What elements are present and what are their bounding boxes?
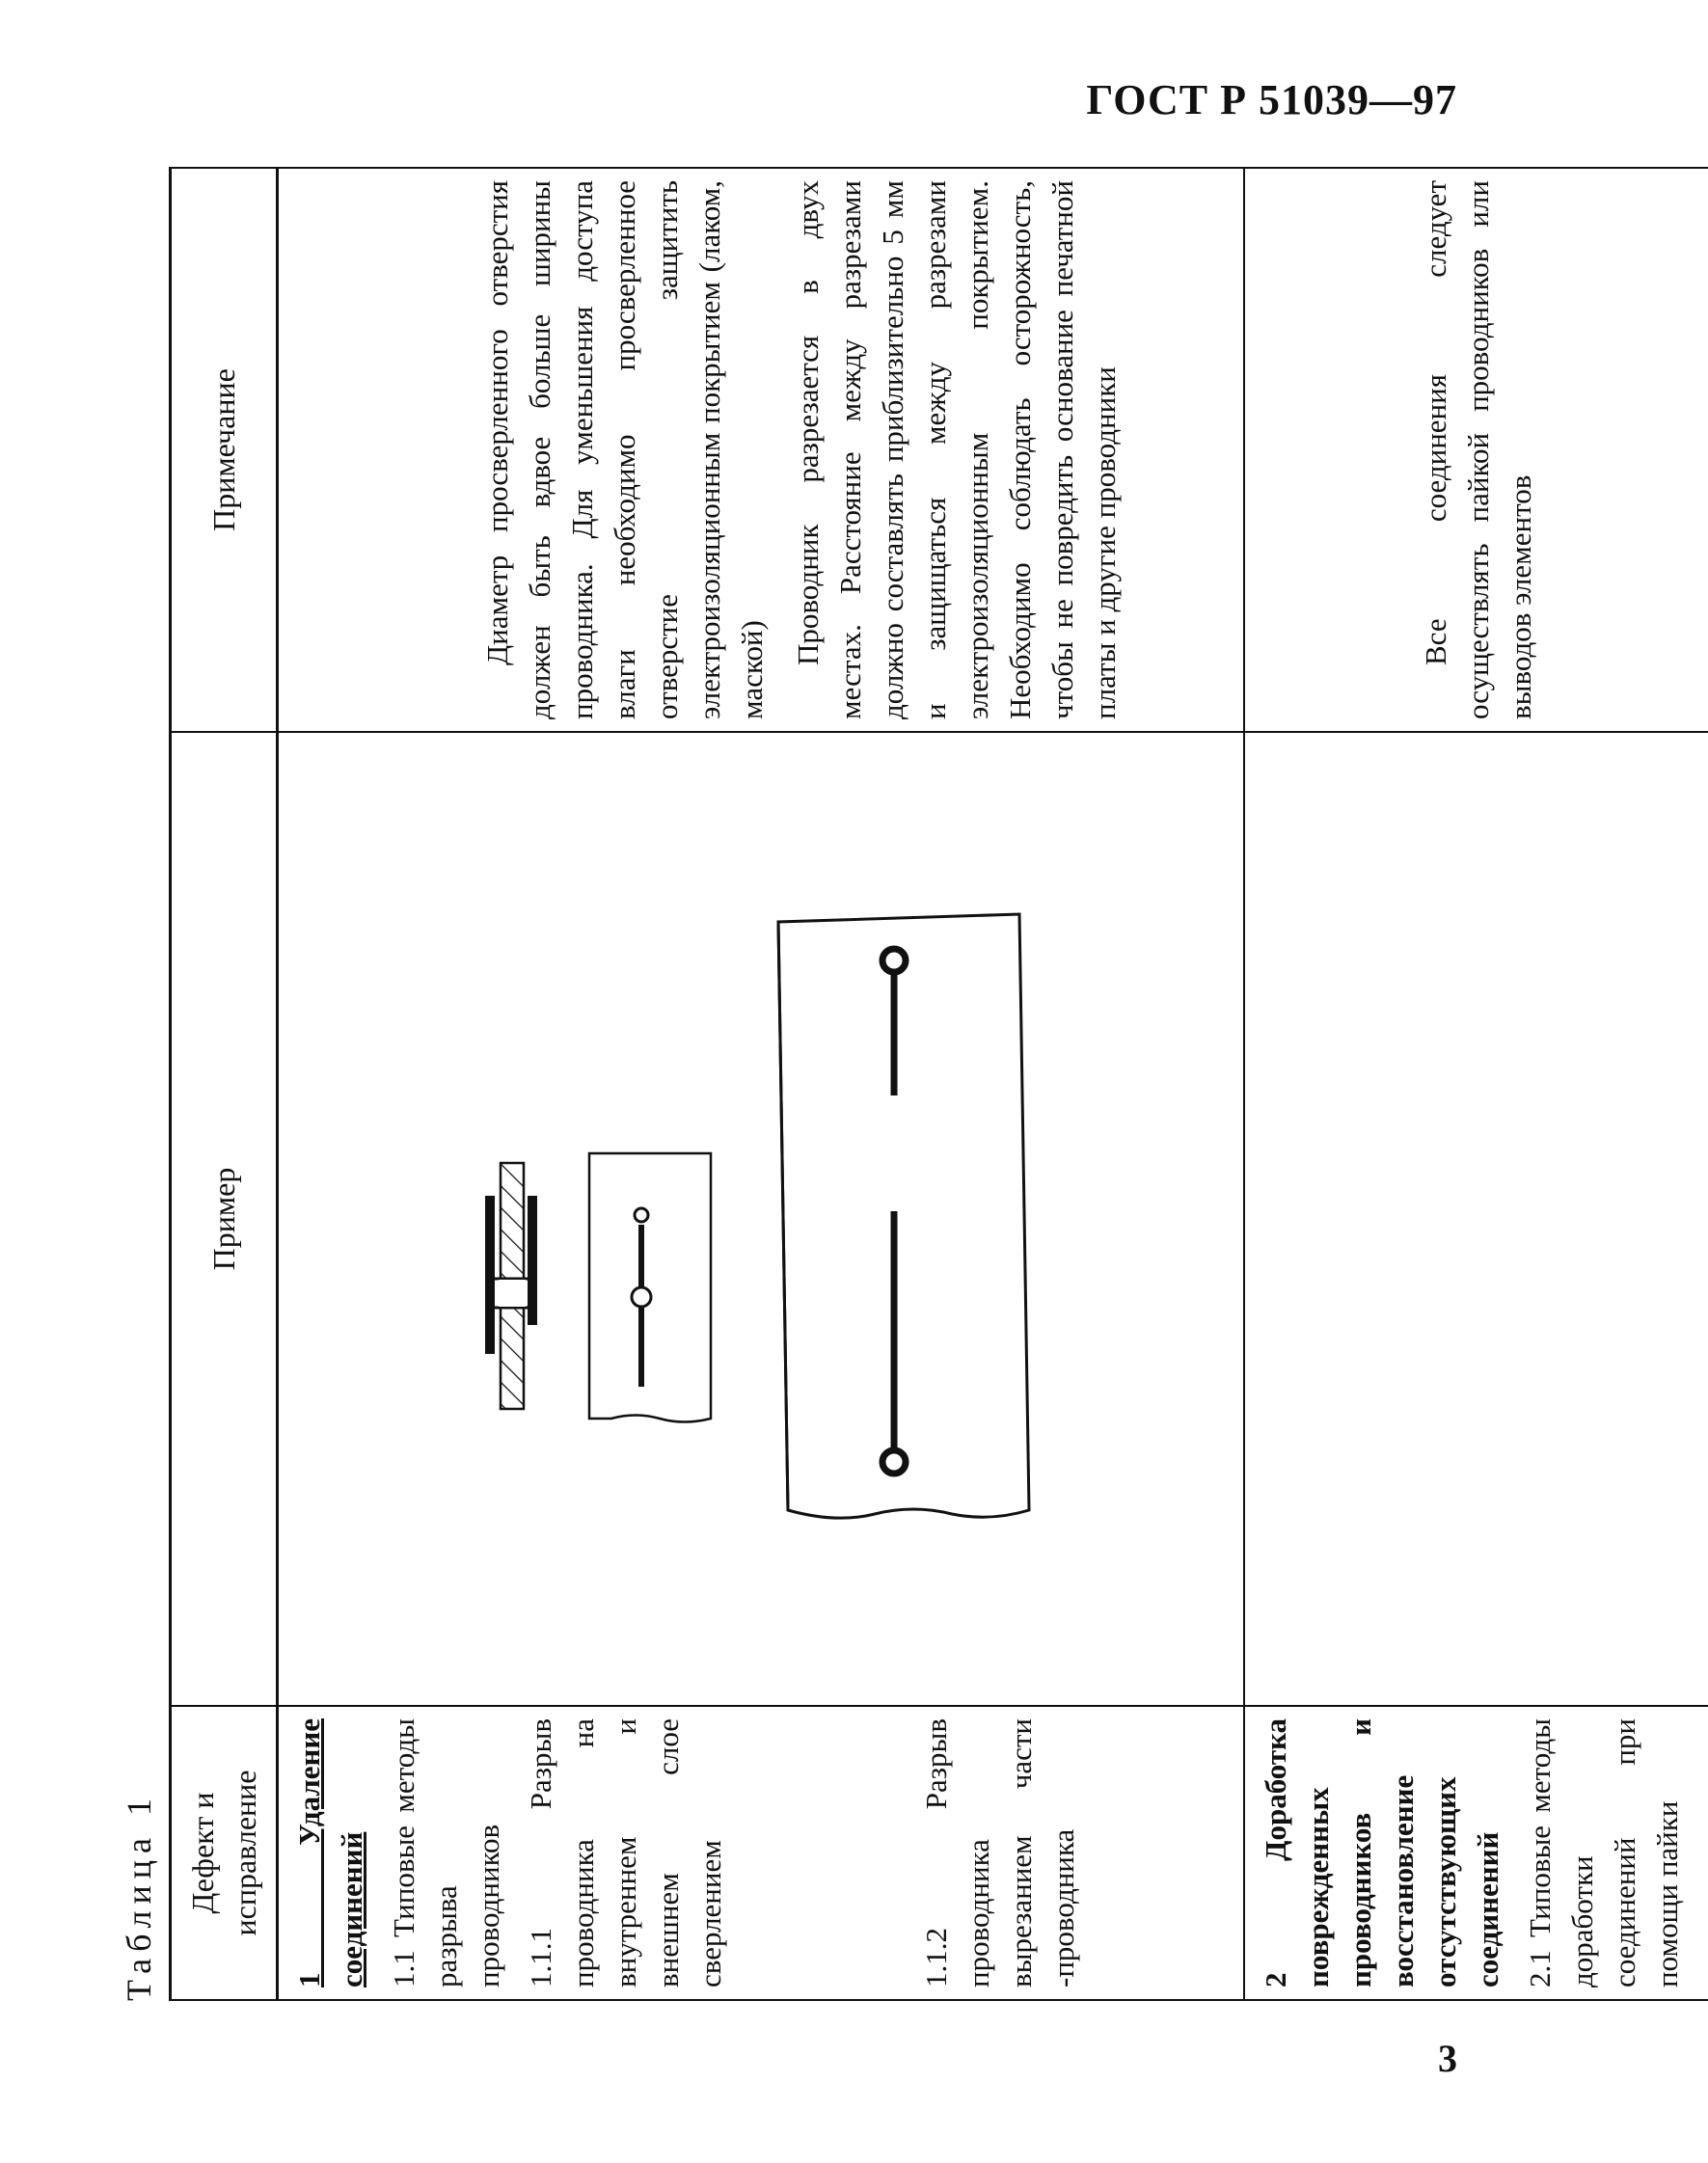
drilling-figure (462, 744, 751, 1693)
note-2-1: Все соединения следует осуществлять пайкой проводников или выводов элементов (1419, 180, 1537, 719)
table-caption: Таблица 1 (120, 1792, 158, 2001)
right-pad-icon (882, 949, 906, 972)
cell-example-section-2 (1244, 732, 1708, 1706)
note-1-1-2: Проводник разрезается в двух местах. Расстояние между разрезами должно составлять приблизительно 5 мм и защищаться между разрезами электроизоляционным покрытием. Необходимо соблюдать осторожность, чтобы не повредить основание печатной платы и другие проводники (791, 180, 1122, 719)
column-header-note: Примечание (171, 168, 278, 732)
item-2-1: 2.1 Типовые методы доработки соединений при помощи пайки (1523, 1718, 1684, 1987)
rotated-table-area (119, 169, 1684, 2001)
cell-note-section-2 (1244, 168, 1708, 732)
column-header-defect: Дефект и исправление (171, 1706, 278, 2000)
item-1-1: 1.1 Типовые методы разрыва проводников (387, 1718, 505, 1987)
item-1-1-1: 1.1.1 Разрыв проводника на внутреннем и внешнем слое сверлением (524, 1718, 727, 1987)
note-1-1-1: Диаметр просверленного отверстия должен быть вдвое больше ширины проводника. Для уменьшения доступа влаги необходимо просверленное отверстие защитить электроизоляционным покрытием (лаком, маской) (480, 180, 769, 719)
table-header-row (171, 168, 278, 2000)
defects-table (169, 167, 1708, 2001)
item-1-1-2: 1.1.2 Разрыв проводника вырезанием части -проводника (919, 1718, 1080, 1987)
cutting-figure (759, 744, 1068, 1693)
top-view-board (589, 1153, 711, 1422)
left-pad-icon (882, 1450, 906, 1474)
document-header: ГОСТ Р 51039—97 (1086, 76, 1457, 123)
cross-section-view (485, 1163, 537, 1409)
cell-defect-section-2 (1244, 1706, 1708, 2000)
section-1-heading: 1 Удаление соединений (292, 1718, 368, 1987)
pad-icon (635, 1208, 648, 1222)
column-header-example: Пример (171, 732, 278, 1706)
cell-note-section-1 (278, 168, 1245, 732)
table-row-section-2 (1244, 168, 1708, 2000)
page-number: 3 (1438, 2037, 1457, 2080)
section-2-heading: 2 Доработка поврежденных проводников и восстановление отсутствующих соединений (1259, 1718, 1505, 1987)
drilled-hole-icon (632, 1287, 651, 1307)
cell-example-section-1 (278, 732, 1245, 1706)
table-row-section-1 (278, 168, 1245, 2000)
cell-defect-section-1 (278, 1706, 1245, 2000)
